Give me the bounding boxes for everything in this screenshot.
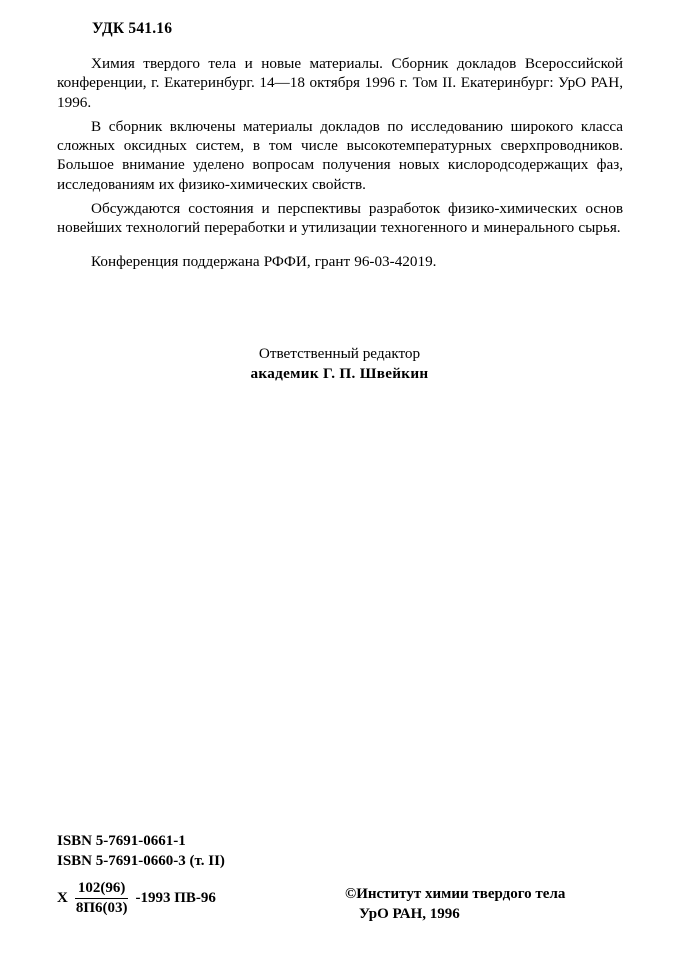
paragraph-bibliographic: Химия твердого тела и новые материалы. Сборник докладов Всероссийской конференции, г. Екатеринбург. 14—18 октября 1996 г. Том II. Екатеринбург: УрО РАН, 1996. [57,55,623,111]
editor-name: академик Г. П. Швейкин [250,364,429,382]
isbn-volume: ISBN 5-7691-0660-3 (т. II) [57,852,225,869]
copyright-block [345,884,565,925]
copyright-line-2: УрО РАН, 1996 [359,906,460,923]
footer-bottom-row [57,880,623,930]
page-footer [57,832,623,930]
catalog-code-fraction [73,880,131,917]
catalog-code-prefix: X [57,889,68,906]
editor-credits [0,344,679,384]
catalog-code-numerator: 102(96) [75,880,129,899]
paragraph-abstract: В сборник включены материалы докладов по исследованию широкого класса сложных оксидных систем, в том числе высокотемпературных сверхпроводников. Большое внимание уделено вопросам получения новых кислородсодержащих фаз, исследованиям их физико-химических свойств. [57,117,623,193]
paragraph-topics: Обсуждаются состояния и перспективы разработок физико-химических основ новейших технологий переработки и утилизации техногенного и минерального сырья. [57,200,623,237]
catalog-code-suffix: -1993 ПВ-96 [135,889,216,906]
isbn-main: ISBN 5-7691-0661-1 [57,833,186,849]
editor-role-label: Ответственный редактор [258,345,421,362]
udk-code: УДК 541.16 [92,20,173,37]
catalog-code-denominator: 8П6(03) [75,899,128,916]
copyright-line-1: ©Институт химии твердого тела [345,885,566,902]
catalog-code [57,880,216,917]
paragraph-grant: Конференция поддержана РФФИ, грант 96-03-42019. [91,252,437,270]
body-text [57,54,623,277]
